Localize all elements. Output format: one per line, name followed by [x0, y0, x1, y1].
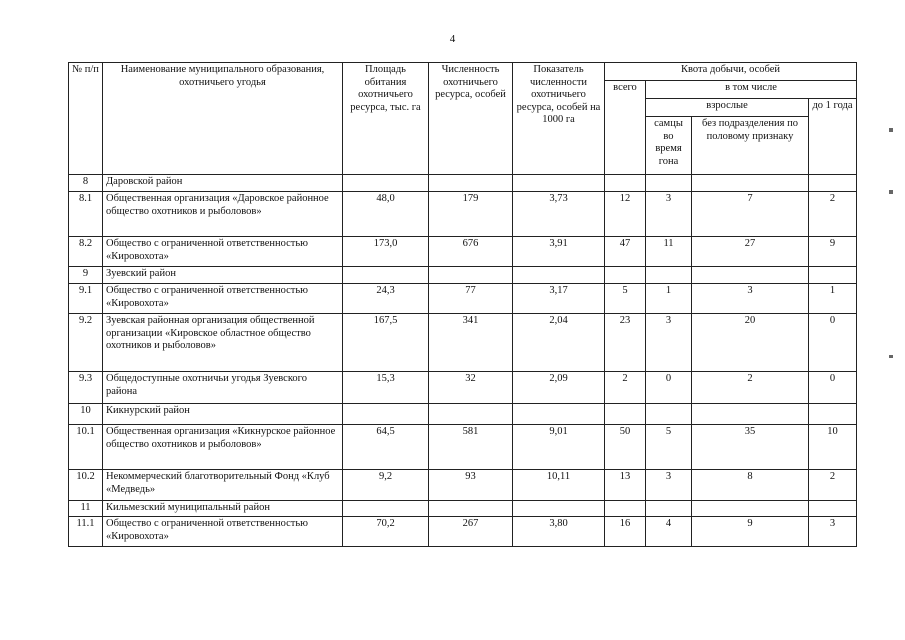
header-adults: взрослые [646, 99, 809, 117]
table-row [69, 314, 857, 372]
row-young: 1 [809, 284, 857, 314]
row-count: 676 [429, 237, 513, 267]
row-num: 8 [69, 175, 103, 192]
row-males: 11 [646, 237, 692, 267]
row-name: Общество с ограниченной ответственностью «Кировохота» [103, 517, 343, 547]
row-no-sex: 7 [692, 192, 809, 237]
header-area: Площадь обитания охотничьего ресурса, тыс. га [343, 63, 429, 175]
row-num: 9 [69, 267, 103, 284]
row-total: 50 [605, 425, 646, 470]
row-area: 70,2 [343, 517, 429, 547]
row-density: 3,80 [513, 517, 605, 547]
row-area: 64,5 [343, 425, 429, 470]
section-row [69, 404, 857, 425]
row-males: 3 [646, 470, 692, 501]
row-num: 10.1 [69, 425, 103, 470]
row-name: Общество с ограниченной ответственностью «Кировохота» [103, 237, 343, 267]
row-no-sex: 20 [692, 314, 809, 372]
row-total: 47 [605, 237, 646, 267]
row-name: Общество с ограниченной ответственностью «Кировохота» [103, 284, 343, 314]
row-young: 2 [809, 192, 857, 237]
table-row [69, 372, 857, 404]
row-males: 0 [646, 372, 692, 404]
header-density: Показатель численности охотничьего ресурса, особей на 1000 га [513, 63, 605, 175]
row-no-sex: 9 [692, 517, 809, 547]
page-number: 4 [449, 33, 456, 45]
header-count: Численность охотничьего ресурса, особей [429, 63, 513, 175]
row-no-sex: 2 [692, 372, 809, 404]
row-num: 10.2 [69, 470, 103, 501]
row-area: 173,0 [343, 237, 429, 267]
row-total: 23 [605, 314, 646, 372]
row-total: 16 [605, 517, 646, 547]
table-row [69, 470, 857, 501]
row-no-sex: 35 [692, 425, 809, 470]
row-area: 167,5 [343, 314, 429, 372]
row-young: 9 [809, 237, 857, 267]
row-density: 10,11 [513, 470, 605, 501]
row-young: 2 [809, 470, 857, 501]
row-count: 32 [429, 372, 513, 404]
row-num: 10 [69, 404, 103, 425]
row-count: 267 [429, 517, 513, 547]
row-count: 341 [429, 314, 513, 372]
table-row [69, 237, 857, 267]
row-count: 581 [429, 425, 513, 470]
row-name: Некоммерческий благотворительный Фонд «Клуб «Медведь» [103, 470, 343, 501]
row-num: 8.1 [69, 192, 103, 237]
row-name: Зуевская районная организация общественной организации «Кировское областное общество охотников и рыболовов» [103, 314, 343, 372]
section-name: Даровской район [103, 175, 343, 192]
row-area: 9,2 [343, 470, 429, 501]
row-count: 77 [429, 284, 513, 314]
row-no-sex: 27 [692, 237, 809, 267]
header-males-rut: самцы во время гона [646, 117, 692, 175]
row-count: 179 [429, 192, 513, 237]
row-density: 9,01 [513, 425, 605, 470]
header-num: № п/п [69, 63, 103, 175]
row-males: 5 [646, 425, 692, 470]
header-quota: Квота добычи, особей [605, 63, 857, 81]
row-young: 0 [809, 314, 857, 372]
row-density: 2,04 [513, 314, 605, 372]
row-density: 3,17 [513, 284, 605, 314]
table-row [69, 517, 857, 547]
row-area: 15,3 [343, 372, 429, 404]
row-total: 5 [605, 284, 646, 314]
header-name: Наименование муниципального образования, охотничьего угодья [103, 63, 343, 175]
row-num: 9.1 [69, 284, 103, 314]
header-including: в том числе [646, 81, 857, 99]
row-num: 9.2 [69, 314, 103, 372]
section-name: Зуевский район [103, 267, 343, 284]
row-young: 10 [809, 425, 857, 470]
table-body [69, 175, 857, 547]
row-males: 4 [646, 517, 692, 547]
row-total: 12 [605, 192, 646, 237]
row-num: 9.3 [69, 372, 103, 404]
row-density: 3,91 [513, 237, 605, 267]
row-name: Общественная организация «Кикнурское районное общество охотников и рыболовов» [103, 425, 343, 470]
section-row [69, 175, 857, 192]
table-row [69, 192, 857, 237]
quota-table [68, 62, 857, 547]
row-young: 3 [809, 517, 857, 547]
header-no-sex-division: без подразделения по половому признаку [692, 117, 809, 175]
row-name: Общественная организация «Даровское районное общество охотников и рыболовов» [103, 192, 343, 237]
row-count: 93 [429, 470, 513, 501]
header-under-one-year: до 1 года [809, 99, 857, 175]
row-no-sex: 3 [692, 284, 809, 314]
row-young: 0 [809, 372, 857, 404]
header-total: всего [605, 81, 646, 175]
scan-edge-mark [889, 190, 893, 194]
table-row [69, 425, 857, 470]
row-density: 2,09 [513, 372, 605, 404]
row-males: 3 [646, 314, 692, 372]
scan-edge-mark [889, 128, 893, 132]
row-num: 11 [69, 501, 103, 517]
row-area: 24,3 [343, 284, 429, 314]
row-name: Общедоступные охотничьи угодья Зуевского района [103, 372, 343, 404]
scan-edge-mark [889, 355, 893, 358]
section-name: Кильмезский муниципальный район [103, 501, 343, 517]
section-name: Кикнурский район [103, 404, 343, 425]
row-num: 11.1 [69, 517, 103, 547]
row-area: 48,0 [343, 192, 429, 237]
table-header [69, 63, 857, 175]
row-density: 3,73 [513, 192, 605, 237]
row-no-sex: 8 [692, 470, 809, 501]
row-total: 13 [605, 470, 646, 501]
row-males: 3 [646, 192, 692, 237]
section-row [69, 267, 857, 284]
table-row [69, 284, 857, 314]
row-males: 1 [646, 284, 692, 314]
row-num: 8.2 [69, 237, 103, 267]
row-total: 2 [605, 372, 646, 404]
section-row [69, 501, 857, 517]
